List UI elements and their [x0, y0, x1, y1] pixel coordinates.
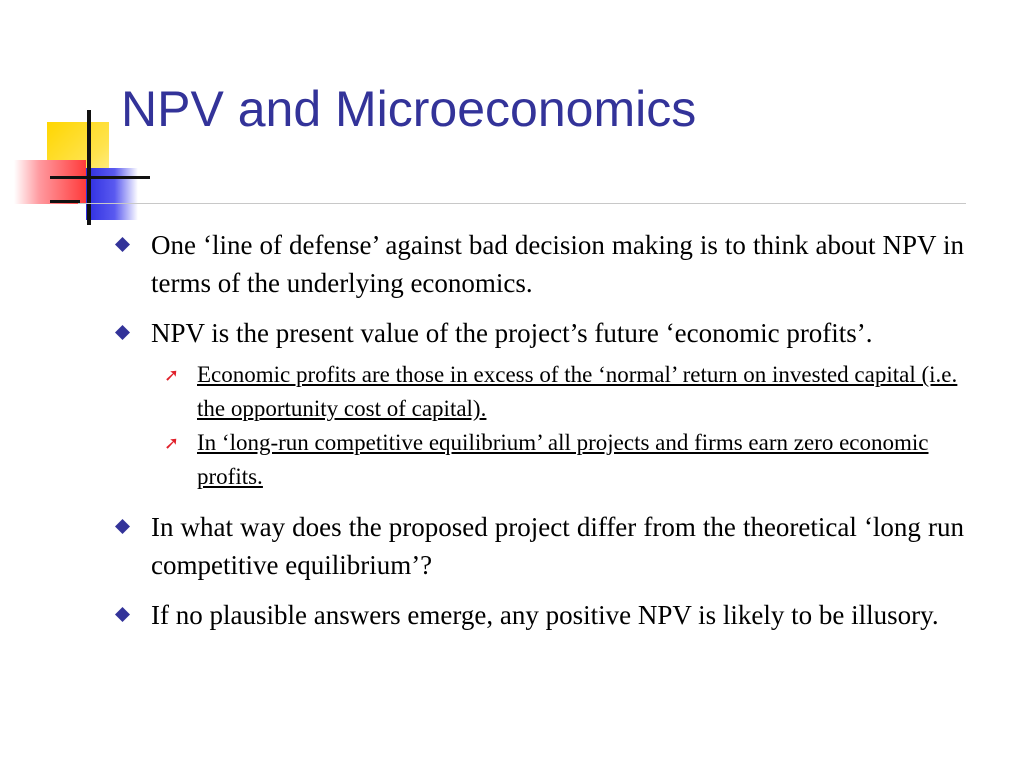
sub-bullet-item [164, 358, 964, 426]
bullet-item [112, 314, 964, 352]
sub-bullet-text: In ‘long-run competitive equilibrium’ all projects and firms earn zero economic profits. [197, 430, 929, 489]
sub-bullet-text: Economic profits are those in excess of the ‘normal’ return on invested capital (i.e. the opportunity cost of capital). [197, 362, 958, 421]
bullet-item [112, 592, 964, 638]
decorative-vertical-line [87, 110, 91, 225]
slide-title: NPV and Microeconomics [121, 81, 697, 137]
bullet-text: One ‘line of defense’ against bad decision making is to think about NPV in terms of the underlying economics. [151, 230, 964, 298]
arrow-up-right-icon: ➚ [164, 365, 180, 386]
decorative-horizontal-line [50, 176, 150, 179]
arrow-up-right-icon: ➚ [164, 433, 180, 454]
slide-body [112, 226, 964, 650]
bullet-text: NPV is the present value of the project’s future ‘economic profits’. [151, 318, 873, 348]
sub-bullet-item [164, 426, 964, 494]
diamond-bullet-icon [115, 237, 130, 252]
decorative-horizontal-line [50, 200, 80, 203]
decorative-red-square [14, 160, 86, 204]
bullet-text: If no plausible answers emerge, any positive NPV is likely to be illusory. [151, 600, 939, 630]
title-divider [78, 203, 966, 204]
diamond-bullet-icon [115, 519, 130, 534]
diamond-bullet-icon [115, 325, 130, 340]
diamond-bullet-icon [115, 607, 130, 622]
bullet-item [112, 508, 964, 584]
bullet-item [112, 226, 964, 302]
bullet-text: In what way does the proposed project differ from the theoretical ‘long run competitive equilibrium’? [151, 512, 964, 580]
